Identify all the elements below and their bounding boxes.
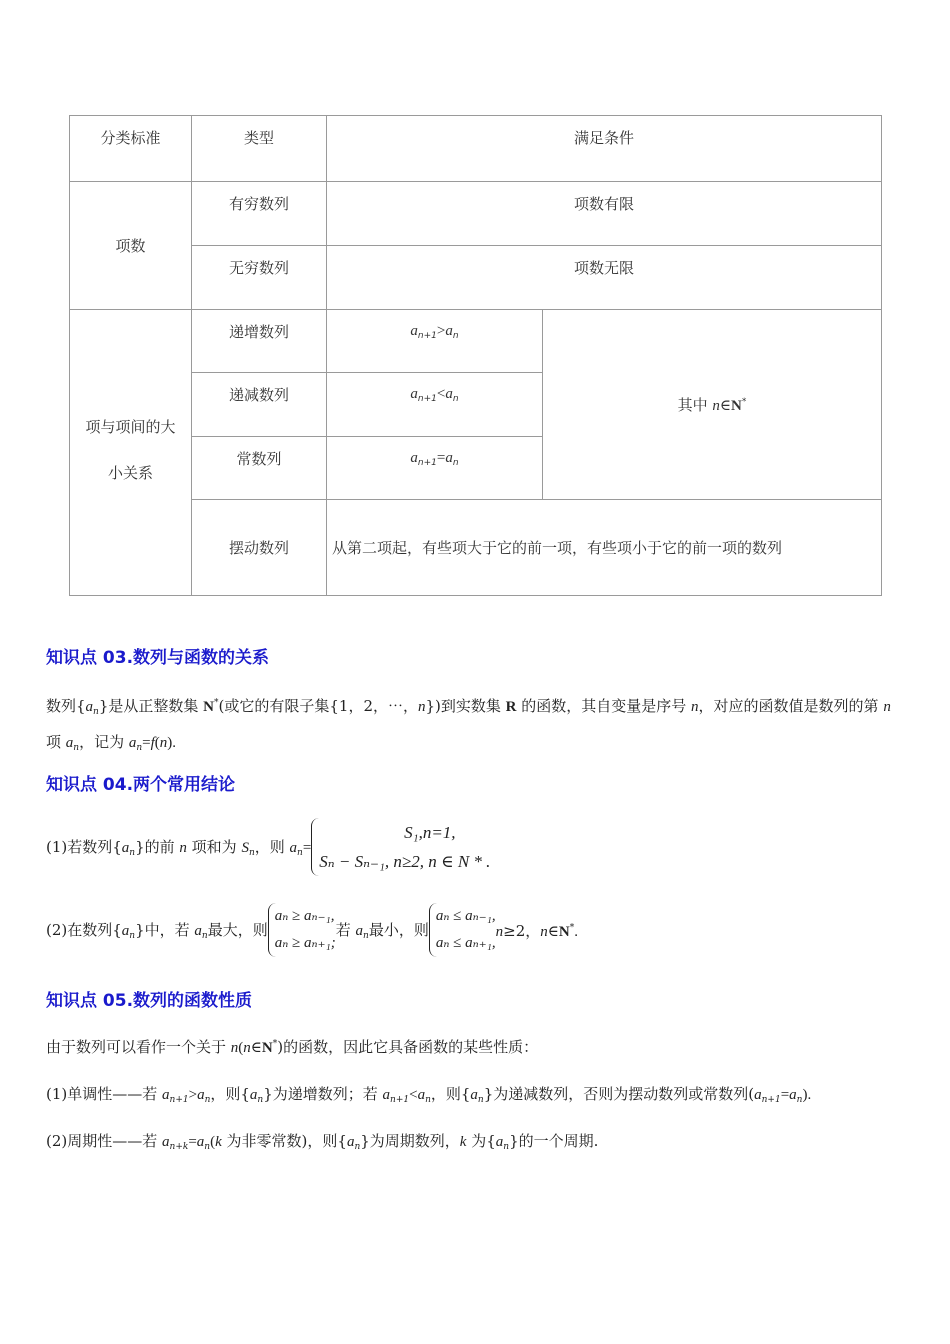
header-type: 类型 — [192, 116, 327, 182]
section-05-heading: 知识点 05.数列的函数性质 — [46, 991, 253, 1011]
type-cell: 有穷数列 — [192, 182, 327, 246]
condition-cell: 项数无限 — [327, 246, 882, 310]
table-header-row — [70, 116, 882, 182]
group-label-order — [70, 310, 192, 596]
table-row — [70, 246, 882, 310]
formula-cell: $a_{n+1}>a_n$ — [327, 310, 543, 373]
formula-cell: $a_{n+1}<a_n$ — [327, 373, 543, 437]
group-label-count: 项数 — [70, 182, 192, 310]
table-row — [70, 500, 882, 596]
monotonicity-line: (1)单调性——若 $a_{n+1}>a_n$，则$\{a_n\}$为递增数列；若 $a_{n+1}<a_n$，则$\{a_n\}$为递减数列，否则为摆动数列或常数列$(a_{n+1}=a_n)$. — [46, 1085, 812, 1105]
group-label-line1: 项与项间的大 — [85, 417, 176, 436]
condition-cell: 项数有限 — [327, 182, 882, 246]
classification-table — [69, 115, 882, 596]
formula-cell: $a_{n+1}=a_n$ — [327, 437, 543, 500]
type-cell: 无穷数列 — [192, 246, 327, 310]
header-criterion: 分类标准 — [70, 116, 192, 182]
max-conditions: aₙ ≥ aₙ₋₁, aₙ ≥ aₙ₊₁; — [268, 903, 336, 957]
section-05-intro: 由于数列可以看作一个关于 n(n∈N*)的函数，因此它具备函数的某些性质： — [46, 1038, 539, 1056]
piecewise-an: S₁,n=1, Sₙ − Sₙ₋₁, n≥2, n ∈ N * . — [311, 818, 490, 876]
type-cell: 递增数列 — [192, 310, 327, 373]
section-04-heading: 知识点 04.两个常用结论 — [46, 775, 236, 795]
conclusion-2: (2)在数列$\{a_n\}$中，若 $a_n$最大，则 aₙ ≥ aₙ₋₁, aₙ ≥ aₙ₊₁; 若 $a_n$最小，则 aₙ ≤ aₙ₋₁, aₙ ≤ aₙ₊₁, n≥2，n∈N*. — [46, 903, 578, 957]
section-03-paragraph: 数列$\{a_n\}$是从正整数集 N*(或它的有限子集{1，2，⋯，n})到实数集 R 的函数，其自变量是序号 n，对应的函数值是数列的第 n 项 $a_n$，记为 $a_n=f(n)$. — [46, 697, 891, 753]
note-cell: 其中 n∈N* — [543, 310, 882, 500]
section-03-heading: 知识点 03.数列与函数的关系 — [46, 648, 270, 668]
type-cell: 摆动数列 — [192, 500, 327, 596]
table-row — [70, 182, 882, 246]
type-cell: 常数列 — [192, 437, 327, 500]
condition-cell: 从第二项起，有些项大于它的前一项，有些项小于它的前一项的数列 — [327, 500, 882, 596]
min-conditions: aₙ ≤ aₙ₋₁, aₙ ≤ aₙ₊₁, — [429, 903, 496, 957]
type-cell: 递减数列 — [192, 373, 327, 437]
conclusion-1: (1)若数列$\{a_n\}$的前 n 项和为 $S_n$，则 $a_n=$ S₁,n=1, Sₙ − Sₙ₋₁, n≥2, n ∈ N * . — [46, 818, 490, 876]
group-label-line2: 小关系 — [107, 463, 153, 482]
header-condition: 满足条件 — [327, 116, 882, 182]
periodicity-line: (2)周期性——若 $a_{n+k}=a_n(k$ 为非零常数)，则$\{a_n\}$为周期数列，k 为$\{a_n\}$的一个周期. — [46, 1132, 599, 1152]
table-row — [70, 310, 882, 373]
